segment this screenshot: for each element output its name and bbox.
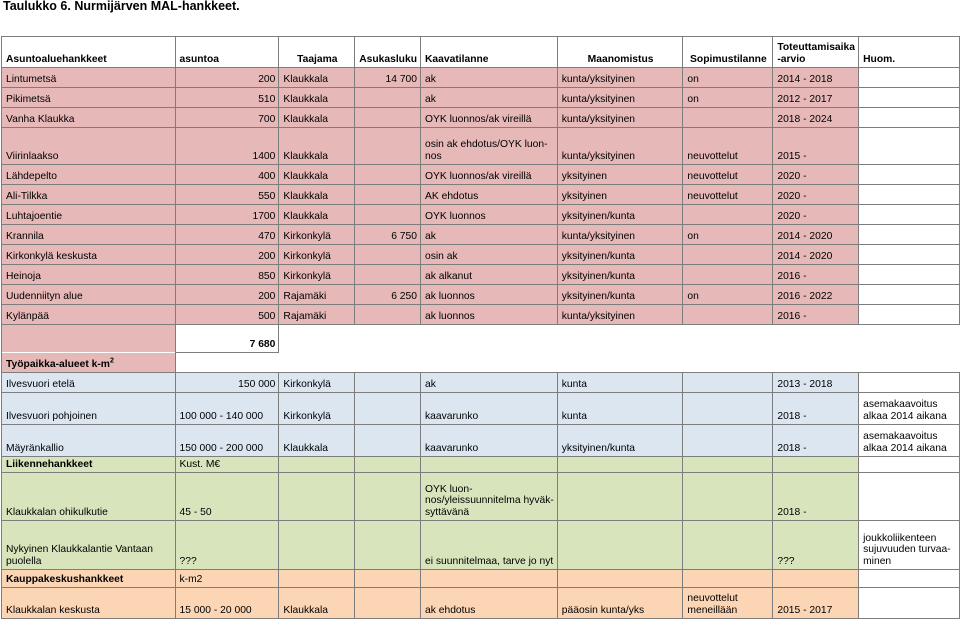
area-unit: k-m2 bbox=[175, 570, 279, 588]
note bbox=[859, 473, 960, 521]
table-row bbox=[2, 265, 960, 285]
project-name: Lähdepelto bbox=[2, 165, 176, 185]
ownership: kunta/yksityinen bbox=[557, 305, 683, 325]
note bbox=[859, 205, 960, 225]
town: Klaukkala bbox=[279, 128, 355, 165]
empty-cell bbox=[683, 457, 773, 473]
mal-projects-table bbox=[1, 36, 960, 619]
agreement-status bbox=[683, 265, 773, 285]
timeline: 2018 - bbox=[773, 473, 859, 521]
population bbox=[355, 88, 421, 108]
project-name: Kylänpää bbox=[2, 305, 176, 325]
note bbox=[859, 68, 960, 88]
note bbox=[859, 88, 960, 108]
table-row bbox=[2, 521, 960, 570]
agreement-status: on bbox=[683, 68, 773, 88]
population: 6 250 bbox=[355, 285, 421, 305]
plan-status: osin ak bbox=[421, 245, 558, 265]
plan-status: ak luonnos bbox=[421, 305, 558, 325]
population bbox=[355, 185, 421, 205]
project-name: Luhtajoentie bbox=[2, 205, 176, 225]
note bbox=[859, 373, 960, 393]
agreement-status bbox=[683, 393, 773, 425]
ownership: yksityinen/kunta bbox=[557, 285, 683, 305]
ownership: yksityinen/kunta bbox=[557, 245, 683, 265]
timeline: 2016 - bbox=[773, 265, 859, 285]
table-row bbox=[2, 88, 960, 108]
cost-unit: Kust. M€ bbox=[175, 457, 279, 473]
header-cell: Huom. bbox=[859, 37, 960, 68]
empty-cell bbox=[683, 570, 773, 588]
work-section-title: Työpaikka-alueet $k-m^2$ bbox=[2, 353, 176, 373]
note bbox=[859, 570, 960, 588]
plan-status: ak bbox=[421, 88, 558, 108]
ownership: kunta/yksityinen bbox=[557, 108, 683, 128]
plan-status: ak bbox=[421, 68, 558, 88]
agreement-status: on bbox=[683, 225, 773, 245]
empty-cell bbox=[421, 457, 558, 473]
town: Kirkonkylä bbox=[279, 265, 355, 285]
table-row bbox=[2, 425, 960, 457]
town: Klaukkala bbox=[279, 205, 355, 225]
cost: 45 - 50 bbox=[175, 473, 279, 521]
work-header-row bbox=[2, 353, 960, 373]
town: Rajamäki bbox=[279, 285, 355, 305]
header-cell: Asukasluku bbox=[355, 37, 421, 68]
population bbox=[355, 165, 421, 185]
town: Rajamäki bbox=[279, 305, 355, 325]
plan-status: osin ak ehdotus/OYK luon-nos bbox=[421, 128, 558, 165]
population bbox=[355, 245, 421, 265]
empty-cell bbox=[421, 570, 558, 588]
agreement-status: neuvottelut meneillään bbox=[683, 588, 773, 619]
header-cell: Asuntoaluehankkeet bbox=[2, 37, 176, 68]
traffic-section-title: Liikennehankkeet bbox=[2, 457, 176, 473]
project-name: Klaukkalan keskusta bbox=[2, 588, 176, 619]
housing-units: 510 bbox=[175, 88, 279, 108]
note: asemakaavoitus alkaa 2014 aikana bbox=[859, 425, 960, 457]
timeline: 2020 - bbox=[773, 185, 859, 205]
timeline: 2015 - 2017 bbox=[773, 588, 859, 619]
housing-units: 850 bbox=[175, 265, 279, 285]
town: Klaukkala bbox=[279, 425, 355, 457]
empty-cell bbox=[355, 457, 421, 473]
table-row bbox=[2, 570, 960, 588]
housing-units: 200 bbox=[175, 285, 279, 305]
housing-total: 7 680 bbox=[175, 325, 279, 353]
ownership: yksityinen bbox=[557, 185, 683, 205]
empty-cell bbox=[683, 473, 773, 521]
ownership: yksityinen/kunta bbox=[557, 265, 683, 285]
table-row bbox=[2, 285, 960, 305]
table-row bbox=[2, 393, 960, 425]
traffic-section bbox=[2, 457, 960, 570]
town: Klaukkala bbox=[279, 88, 355, 108]
empty-cell bbox=[355, 373, 421, 393]
empty-cell bbox=[355, 425, 421, 457]
shop-section-title: Kauppakeskushankkeet bbox=[2, 570, 176, 588]
timeline: 2014 - 2020 bbox=[773, 225, 859, 245]
table-row bbox=[2, 205, 960, 225]
housing-units: 500 bbox=[175, 305, 279, 325]
plan-status: ak luonnos bbox=[421, 285, 558, 305]
ownership: yksityinen/kunta bbox=[557, 425, 683, 457]
timeline: 2018 - bbox=[773, 425, 859, 457]
timeline: 2020 - bbox=[773, 205, 859, 225]
agreement-status: neuvottelut bbox=[683, 128, 773, 165]
empty-cell bbox=[279, 570, 355, 588]
population: 14 700 bbox=[355, 68, 421, 88]
table-row bbox=[2, 457, 960, 473]
housing-units: 470 bbox=[175, 225, 279, 245]
plan-status: OYK luonnos/ak vireillä bbox=[421, 108, 558, 128]
ownership: kunta/yksityinen bbox=[557, 225, 683, 245]
timeline: 2018 - bbox=[773, 393, 859, 425]
header-cell: Maanomistus bbox=[557, 37, 683, 68]
table-row bbox=[2, 68, 960, 88]
empty-cell bbox=[279, 457, 355, 473]
table-row bbox=[2, 373, 960, 393]
empty-cell bbox=[557, 473, 683, 521]
header-cell: Taajama bbox=[279, 37, 355, 68]
housing-units: 1400 bbox=[175, 128, 279, 165]
note: asemakaavoitus alkaa 2014 aikana bbox=[859, 393, 960, 425]
plan-status: OYK luon-nos/yleissuunnitelma hyväk-syttävänä bbox=[421, 473, 558, 521]
table-row bbox=[2, 588, 960, 619]
plan-status: OYK luonnos bbox=[421, 205, 558, 225]
agreement-status bbox=[683, 305, 773, 325]
header-cell: Toteuttamisaika-arvio bbox=[773, 37, 859, 68]
town: Kirkonkylä bbox=[279, 225, 355, 245]
header-cell: asuntoa bbox=[175, 37, 279, 68]
empty-cell bbox=[279, 473, 355, 521]
timeline: 2014 - 2018 bbox=[773, 68, 859, 88]
project-name: Vanha Klaukka bbox=[2, 108, 176, 128]
header-cell: Sopimustilanne bbox=[683, 37, 773, 68]
table-row bbox=[2, 185, 960, 205]
timeline: 2014 - 2020 bbox=[773, 245, 859, 265]
plan-status: kaavarunko bbox=[421, 393, 558, 425]
timeline: ??? bbox=[773, 521, 859, 570]
note bbox=[859, 128, 960, 165]
project-name: Ilvesvuori pohjoinen bbox=[2, 393, 176, 425]
population bbox=[355, 108, 421, 128]
empty-cell bbox=[355, 473, 421, 521]
project-name: Pikimetsä bbox=[2, 88, 176, 108]
empty-cell bbox=[557, 570, 683, 588]
table-row bbox=[2, 245, 960, 265]
empty-cell bbox=[355, 588, 421, 619]
empty-cell bbox=[355, 570, 421, 588]
project-name: Ilvesvuori etelä bbox=[2, 373, 176, 393]
timeline: 2018 - 2024 bbox=[773, 108, 859, 128]
ownership: kunta/yksityinen bbox=[557, 128, 683, 165]
agreement-status: neuvottelut bbox=[683, 165, 773, 185]
empty-cell bbox=[557, 457, 683, 473]
table-row bbox=[2, 225, 960, 245]
empty-cell bbox=[683, 521, 773, 570]
town: Klaukkala bbox=[279, 588, 355, 619]
agreement-status: on bbox=[683, 88, 773, 108]
project-name: Mäyränkallio bbox=[2, 425, 176, 457]
plan-status: ak bbox=[421, 373, 558, 393]
agreement-status bbox=[683, 108, 773, 128]
plan-status: AK ehdotus bbox=[421, 185, 558, 205]
plan-status: ak ehdotus bbox=[421, 588, 558, 619]
population bbox=[355, 265, 421, 285]
table-row bbox=[2, 165, 960, 185]
town: Kirkonkylä bbox=[279, 373, 355, 393]
table-row bbox=[2, 473, 960, 521]
note bbox=[859, 588, 960, 619]
population bbox=[355, 128, 421, 165]
timeline: 2020 - bbox=[773, 165, 859, 185]
project-name: Ali-Tilkka bbox=[2, 185, 176, 205]
ownership: kunta bbox=[557, 373, 683, 393]
note bbox=[859, 265, 960, 285]
empty-cell bbox=[557, 521, 683, 570]
ownership: yksityinen/kunta bbox=[557, 205, 683, 225]
note bbox=[859, 225, 960, 245]
ownership: kunta bbox=[557, 393, 683, 425]
project-name: Nykyinen Klaukkalantie Vantaan puolella bbox=[2, 521, 176, 570]
table-row bbox=[2, 128, 960, 165]
population bbox=[355, 205, 421, 225]
agreement-status bbox=[683, 425, 773, 457]
floor-area: 15 000 - 20 000 bbox=[175, 588, 279, 619]
plan-status: ak alkanut bbox=[421, 265, 558, 285]
housing-units: 200 bbox=[175, 68, 279, 88]
empty-cell bbox=[279, 521, 355, 570]
note bbox=[859, 305, 960, 325]
timeline: 2016 - bbox=[773, 305, 859, 325]
project-name: Uudenniityn alue bbox=[2, 285, 176, 305]
floor-area: 100 000 - 140 000 bbox=[175, 393, 279, 425]
project-name: Heinoja bbox=[2, 265, 176, 285]
work-section bbox=[2, 373, 960, 457]
population bbox=[355, 305, 421, 325]
project-name: Lintumetsä bbox=[2, 68, 176, 88]
agreement-status bbox=[683, 205, 773, 225]
empty-cell bbox=[773, 570, 859, 588]
plan-status: OYK luonnos/ak vireillä bbox=[421, 165, 558, 185]
town: Klaukkala bbox=[279, 165, 355, 185]
housing-units: 400 bbox=[175, 165, 279, 185]
ownership: yksityinen bbox=[557, 165, 683, 185]
shop-section bbox=[2, 570, 960, 619]
note bbox=[859, 108, 960, 128]
housing-total-row bbox=[2, 325, 960, 353]
agreement-status bbox=[683, 373, 773, 393]
cost: ??? bbox=[175, 521, 279, 570]
housing-units: 1700 bbox=[175, 205, 279, 225]
ownership: pääosin kunta/yks bbox=[557, 588, 683, 619]
header-cell: Kaavatilanne bbox=[421, 37, 558, 68]
table-caption: Taulukko 6. Nurmijärven MAL-hankkeet. bbox=[3, 0, 240, 13]
note bbox=[859, 285, 960, 305]
timeline: 2015 - bbox=[773, 128, 859, 165]
floor-area: 150 000 bbox=[175, 373, 279, 393]
project-name: Klaukkalan ohikulkutie bbox=[2, 473, 176, 521]
agreement-status: neuvottelut bbox=[683, 185, 773, 205]
housing-units: 200 bbox=[175, 245, 279, 265]
empty-cell bbox=[773, 457, 859, 473]
note bbox=[859, 457, 960, 473]
housing-units: 700 bbox=[175, 108, 279, 128]
empty-cell bbox=[355, 393, 421, 425]
floor-area: 150 000 - 200 000 bbox=[175, 425, 279, 457]
ownership: kunta/yksityinen bbox=[557, 68, 683, 88]
housing-section bbox=[2, 68, 960, 325]
agreement-status: on bbox=[683, 285, 773, 305]
town: Klaukkala bbox=[279, 185, 355, 205]
population: 6 750 bbox=[355, 225, 421, 245]
town: Klaukkala bbox=[279, 68, 355, 88]
timeline: 2016 - 2022 bbox=[773, 285, 859, 305]
ownership: kunta/yksityinen bbox=[557, 88, 683, 108]
housing-units: 550 bbox=[175, 185, 279, 205]
table-row bbox=[2, 305, 960, 325]
empty-cell bbox=[355, 521, 421, 570]
table-row bbox=[2, 108, 960, 128]
plan-status: ak bbox=[421, 225, 558, 245]
project-name: Kirkonkylä keskusta bbox=[2, 245, 176, 265]
note bbox=[859, 185, 960, 205]
agreement-status bbox=[683, 245, 773, 265]
timeline: 2013 - 2018 bbox=[773, 373, 859, 393]
town: Klaukkala bbox=[279, 108, 355, 128]
note bbox=[859, 245, 960, 265]
town: Kirkonkylä bbox=[279, 245, 355, 265]
project-name: Krannila bbox=[2, 225, 176, 245]
header-row bbox=[2, 37, 960, 68]
note: joukkoliikenteen sujuvuuden turvaa-minen bbox=[859, 521, 960, 570]
town: Kirkonkylä bbox=[279, 393, 355, 425]
plan-status: ei suunnitelmaa, tarve jo nyt bbox=[421, 521, 558, 570]
project-name: Viirinlaakso bbox=[2, 128, 176, 165]
timeline: 2012 - 2017 bbox=[773, 88, 859, 108]
plan-status: kaavarunko bbox=[421, 425, 558, 457]
note bbox=[859, 165, 960, 185]
